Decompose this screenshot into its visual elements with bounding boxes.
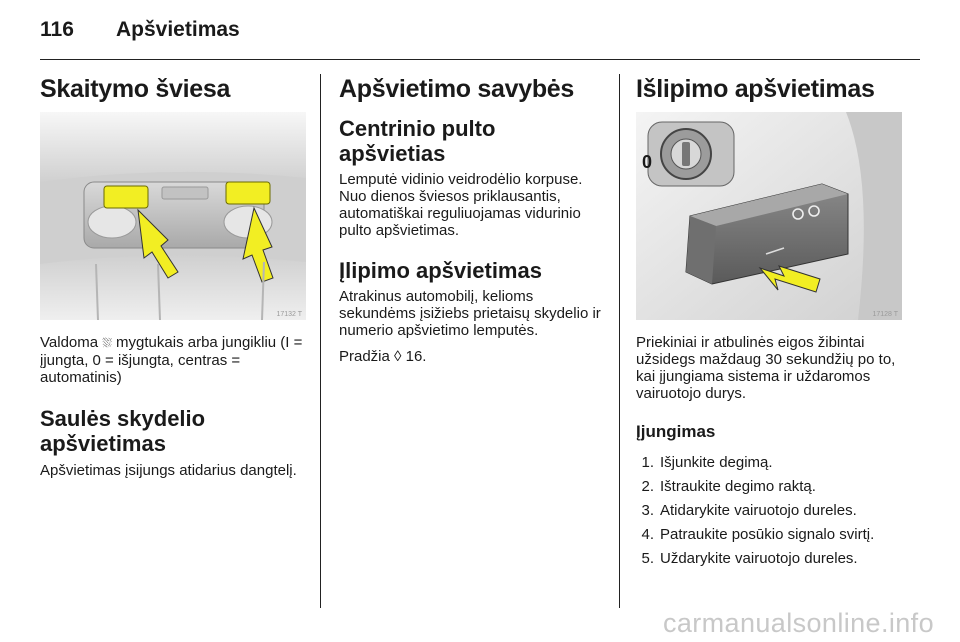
page-reference: Pradžia ◊ 16. <box>339 348 427 365</box>
ignition-position-zero: 0 <box>642 152 653 172</box>
reading-light-description: Valdoma ⛆ mygtukais arba jungikliu (I = įjungta, 0 = išjungta, centras = automatinis) <box>40 334 303 386</box>
step-text: Išjunkite degimą. <box>660 454 773 471</box>
column-lighting-features <box>339 74 605 365</box>
activation-heading: Įjungimas <box>636 422 716 441</box>
reading-light-illustration <box>40 112 306 320</box>
watermark: carmanualsonline.info <box>662 608 934 638</box>
header-rule <box>40 59 920 60</box>
step-number: 3. <box>641 502 654 519</box>
page-header <box>40 18 240 42</box>
reading-light-icon: ⛆ <box>102 336 112 350</box>
entry-light-heading: Įlipimo apšvietimas <box>339 258 542 283</box>
list-item <box>636 550 906 567</box>
sun-visor-light-heading: Saulės skydelio apšvietimas <box>40 406 206 456</box>
column-reading-light <box>40 74 306 479</box>
entry-light-body: Atrakinus automobilį, kelioms sekundėms įsižiebs prietaisų skydelio ir numerio apšvietimo lemputės. <box>339 288 601 339</box>
column-divider-2 <box>619 74 620 608</box>
step-number: 4. <box>641 526 654 543</box>
list-item <box>636 502 906 519</box>
page-number: 116 <box>40 18 74 41</box>
page-ref-arrow-icon: ◊ <box>394 348 402 365</box>
list-item <box>636 478 906 495</box>
exit-lighting-body: Priekiniai ir atbulinės eigos žibintai užsidegs maždaug 30 sekundžių po to, kai įjungiama sistema ir uždaromos vairuotojo durys. <box>636 334 896 402</box>
lighting-features-heading: Apšvietimo savybės <box>339 75 574 103</box>
sun-visor-light-body: Apšvietimas įsijungs atidarius dangtelį. <box>40 462 297 479</box>
column-exit-lighting <box>636 74 906 574</box>
list-item <box>636 454 906 471</box>
step-number: 2. <box>641 478 654 495</box>
column-divider-1 <box>320 74 321 608</box>
image-code: 17132 T <box>276 311 302 318</box>
exit-lighting-illustration <box>636 112 902 320</box>
step-text: Patraukite posūkio signalo svirtį. <box>660 526 875 543</box>
step-text: Uždarykite vairuotojo dureles. <box>660 550 858 567</box>
step-text: Atidarykite vairuotojo dureles. <box>660 502 857 519</box>
chapter-title: Apšvietimas <box>116 18 240 41</box>
step-number: 5. <box>641 550 654 567</box>
console-light-heading: Centrinio pulto apšvietias <box>339 116 496 166</box>
step-number: 1. <box>641 454 654 471</box>
console-light-body: Lemputė vidinio veidrodėlio korpuse. Nuo dienos šviesos priklausantis, automatiškai reguliuojamas vidurinio pulto apšvietimas. <box>339 171 583 239</box>
exit-lighting-heading: Išlipimo apšvietimas <box>636 75 875 103</box>
reading-light-heading: Skaitymo šviesa <box>40 75 231 103</box>
list-item <box>636 526 906 543</box>
step-text: Ištraukite degimo raktą. <box>660 478 816 495</box>
image-code: 17128 T <box>872 311 898 318</box>
activation-steps <box>636 454 906 567</box>
